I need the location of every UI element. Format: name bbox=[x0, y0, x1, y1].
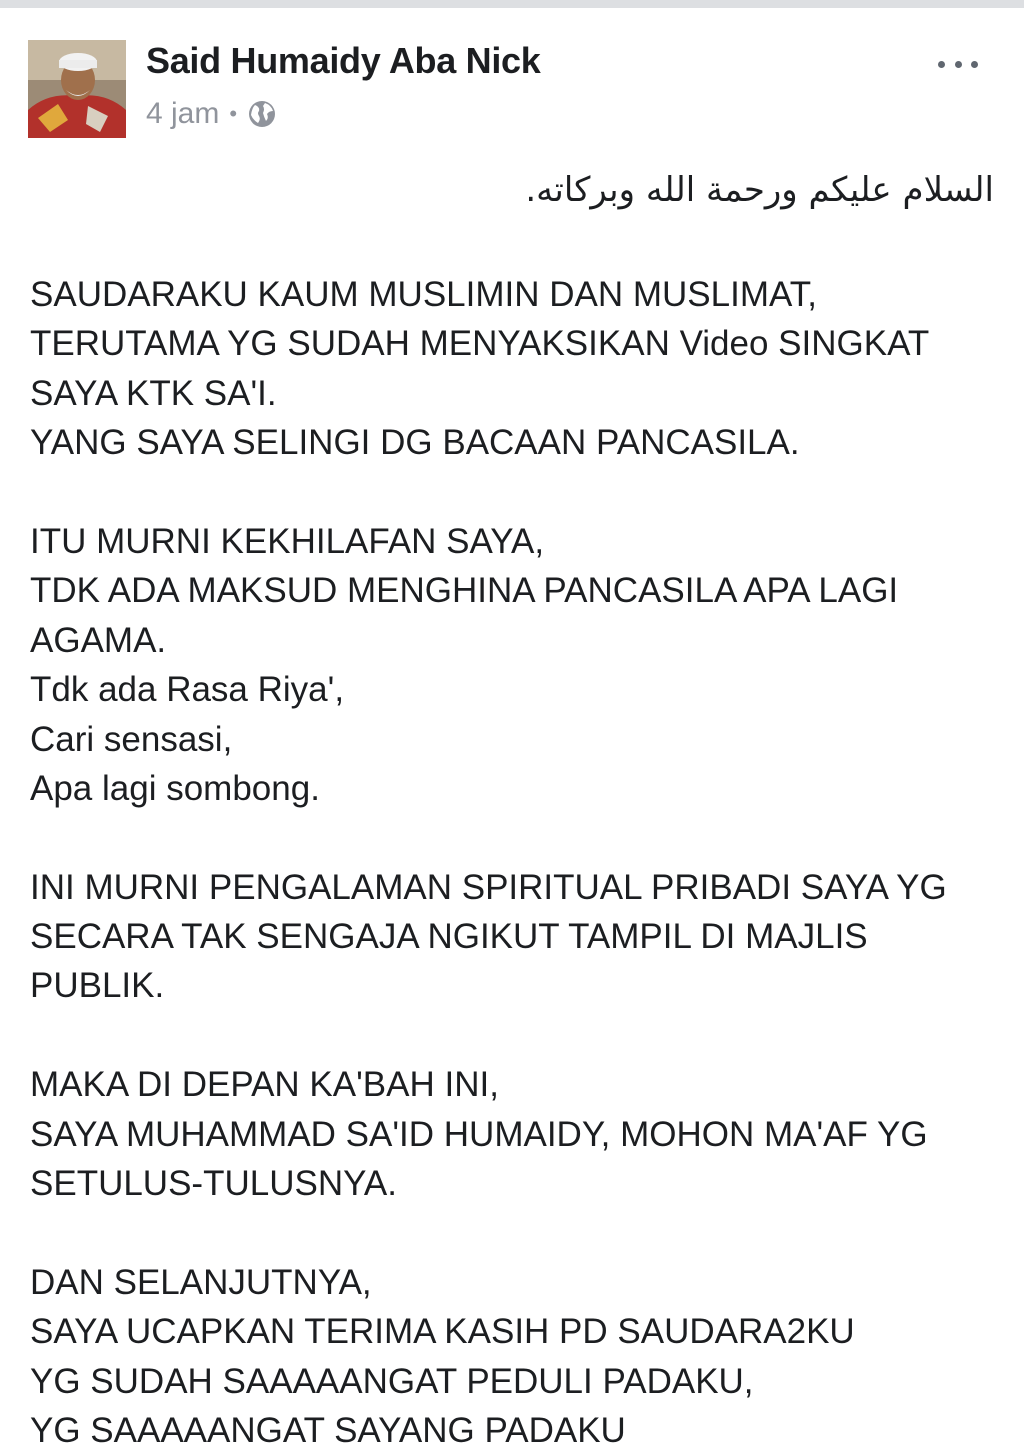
post-line: Cari sensasi, bbox=[30, 719, 233, 759]
arabic-greeting: السلام عليكم ورحمة الله وبركاته. bbox=[525, 170, 994, 210]
post-line: SAYA MUHAMMAD SA'ID HUMAIDY, MOHON MA'AF YG bbox=[30, 1114, 928, 1154]
facebook-post bbox=[0, 8, 1024, 1450]
post-line: SAYA KTK SA'I. bbox=[30, 373, 277, 413]
post-line: SAUDARAKU KAUM MUSLIMIN DAN MUSLIMAT, bbox=[30, 275, 817, 314]
post-line: YG SAAAAANGAT SAYANG PADAKU bbox=[30, 1410, 626, 1450]
top-divider bbox=[0, 0, 1024, 8]
post-body bbox=[30, 270, 1000, 1455]
post-line: SECARA TAK SENGAJA NGIKUT TAMPIL DI MAJLIS bbox=[30, 917, 868, 957]
paragraph-gap bbox=[30, 1011, 1000, 1060]
paragraph-gap bbox=[30, 1208, 1000, 1257]
paragraph-gap bbox=[30, 813, 1000, 862]
post-line: TERUTAMA YG SUDAH MENYAKSIKAN Video SINGKAT bbox=[30, 324, 930, 364]
meta-separator: • bbox=[229, 101, 238, 126]
more-options-icon[interactable] bbox=[938, 54, 978, 74]
post-line: PUBLIK. bbox=[30, 966, 165, 1006]
post-line: DAN SELANJUTNYA, bbox=[30, 1262, 372, 1302]
post-line: YANG SAYA SELINGI DG BACAAN PANCASILA. bbox=[30, 423, 800, 463]
post-meta bbox=[146, 94, 277, 134]
post-line: TDK ADA MAKSUD MENGHINA PANCASILA APA LAGI bbox=[30, 571, 899, 611]
post-line: YG SUDAH SAAAAANGAT PEDULI PADAKU, bbox=[30, 1361, 754, 1401]
post-line: AGAMA. bbox=[30, 620, 167, 660]
post-line: SAYA UCAPKAN TERIMA KASIH PD SAUDARA2KU bbox=[30, 1312, 855, 1352]
author-name[interactable]: Said Humaidy Aba Nick bbox=[146, 40, 541, 81]
post-time[interactable]: 4 jam bbox=[146, 97, 220, 130]
author-avatar[interactable] bbox=[28, 40, 126, 138]
post-line: ITU MURNI KEKHILAFAN SAYA, bbox=[30, 521, 545, 561]
post-line: SETULUS-TULUSNYA. bbox=[30, 1164, 397, 1204]
post-line: Apa lagi sombong. bbox=[30, 768, 320, 808]
post-line: MAKA DI DEPAN KA'BAH INI, bbox=[30, 1065, 499, 1105]
paragraph-gap bbox=[30, 468, 1000, 517]
globe-icon[interactable] bbox=[247, 99, 277, 129]
post-line: Tdk ada Rasa Riya', bbox=[30, 670, 345, 710]
post-line: INI MURNI PENGALAMAN SPIRITUAL PRIBADI SAYA YG bbox=[30, 867, 947, 907]
